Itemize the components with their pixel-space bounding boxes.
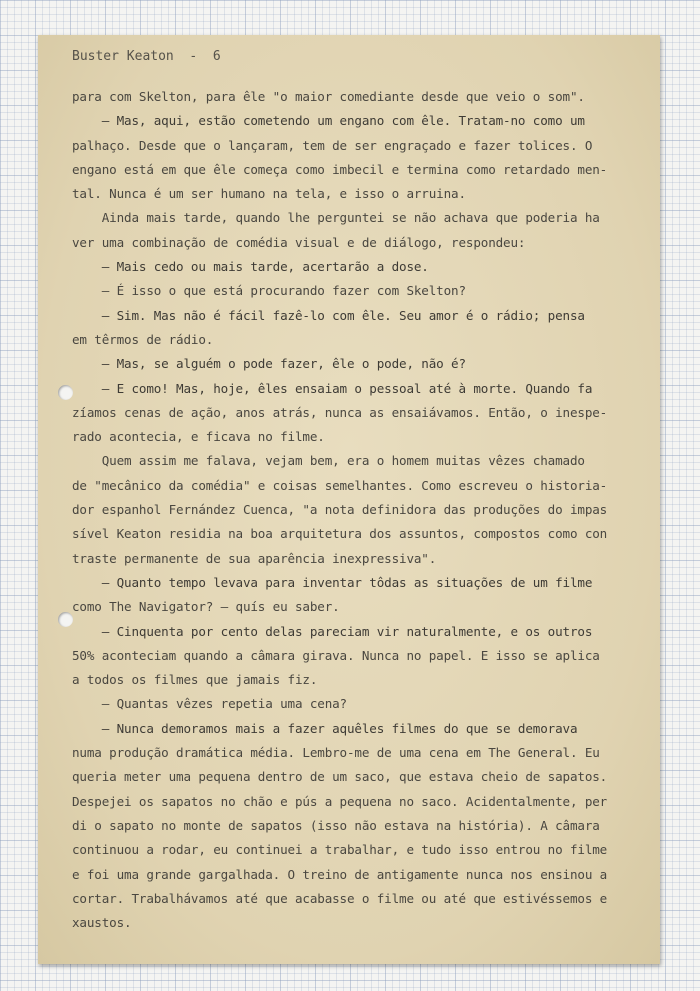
text-line: — Quanto tempo levava para inventar tôdas as situações de um filme	[72, 574, 593, 590]
text-line: rado acontecia, e ficava no filme.	[72, 429, 325, 445]
text-line: Despejei os sapatos no chão e pús a pequena no saco. Acidentalmente, per	[72, 793, 608, 809]
text-line: — Nunca demoramos mais a fazer aquêles filmes do que se demorava	[72, 720, 578, 736]
text-line: Ainda mais tarde, quando lhe perguntei se não achava que poderia ha	[72, 210, 600, 226]
text-line: — Sim. Mas não é fácil fazê-lo com êle. Seu amor é o rádio; pensa	[72, 307, 585, 323]
text-line: di o sapato no monte de sapatos (isso não estava na história). A câmara	[72, 817, 600, 833]
text-line: continuou a rodar, eu continuei a trabalhar, e tudo isso entrou no filme	[72, 842, 608, 858]
text-line: — E como! Mas, hoje, êles ensaiam o pessoal até à morte. Quando fa	[72, 380, 593, 396]
text-line: 50% aconteciam quando a câmara girava. Nunca no papel. E isso se aplica	[72, 647, 600, 663]
text-line: — Quantas vêzes repetia uma cena?	[72, 696, 347, 712]
punch-hole-top	[58, 385, 73, 400]
text-line: e foi uma grande gargalhada. O treino de antigamente nunca nos ensinou a	[72, 866, 608, 882]
text-line: — É isso o que está procurando fazer com Skelton?	[72, 283, 466, 299]
typewritten-page	[38, 35, 660, 964]
text-line: ver uma combinação de comédia visual e de diálogo, respondeu:	[72, 234, 526, 250]
text-line: — Mais cedo ou mais tarde, acertarão a dose.	[72, 259, 429, 275]
page-header: Buster Keaton - 6	[72, 49, 221, 64]
text-line: de "mecânico da comédia" e coisas semelhantes. Como escreveu o historia-	[72, 477, 608, 493]
text-line: a todos os filmes que jamais fiz.	[72, 672, 318, 688]
text-line: — Mas, se alguém o pode fazer, êle o pode, não é?	[72, 356, 466, 372]
text-line: palhaço. Desde que o lançaram, tem de ser engraçado e fazer tolices. O	[72, 137, 593, 153]
text-line: engano está em que êle começa como imbecil e termina como retardado men-	[72, 161, 608, 177]
punch-hole-bottom	[58, 612, 73, 627]
text-line: sível Keaton residia na boa arquitetura dos assuntos, compostos como con	[72, 526, 608, 542]
text-line: — Cinquenta por cento delas pareciam vir naturalmente, e os outros	[72, 623, 593, 639]
text-line: dor espanhol Fernández Cuenca, "a nota definidora das produções do impas	[72, 502, 608, 518]
text-line: cortar. Trabalhávamos até que acabasse o filme ou até que estivéssemos e	[72, 890, 608, 906]
text-line: em têrmos de rádio.	[72, 331, 214, 347]
text-line: Quem assim me falava, vejam bem, era o homem muitas vêzes chamado	[72, 453, 585, 469]
body-text	[72, 85, 632, 935]
text-line: xaustos.	[72, 915, 132, 931]
text-line: como The Navigator? — quís eu saber.	[72, 599, 340, 615]
text-line: traste permanente de sua aparência inexpressiva".	[72, 550, 437, 566]
text-line: numa produção dramática média. Lembro-me de uma cena em The General. Eu	[72, 745, 600, 761]
text-line: zíamos cenas de ação, anos atrás, nunca as ensaiávamos. Então, o inespe-	[72, 404, 608, 420]
text-line: queria meter uma pequena dentro de um saco, que estava cheio de sapatos.	[72, 769, 608, 785]
text-line: — Mas, aqui, estão cometendo um engano com êle. Tratam-no como um	[72, 113, 585, 129]
text-line: para com Skelton, para êle "o maior comediante desde que veio o som".	[72, 89, 585, 104]
text-line: tal. Nunca é um ser humano na tela, e isso o arruina.	[72, 186, 466, 202]
